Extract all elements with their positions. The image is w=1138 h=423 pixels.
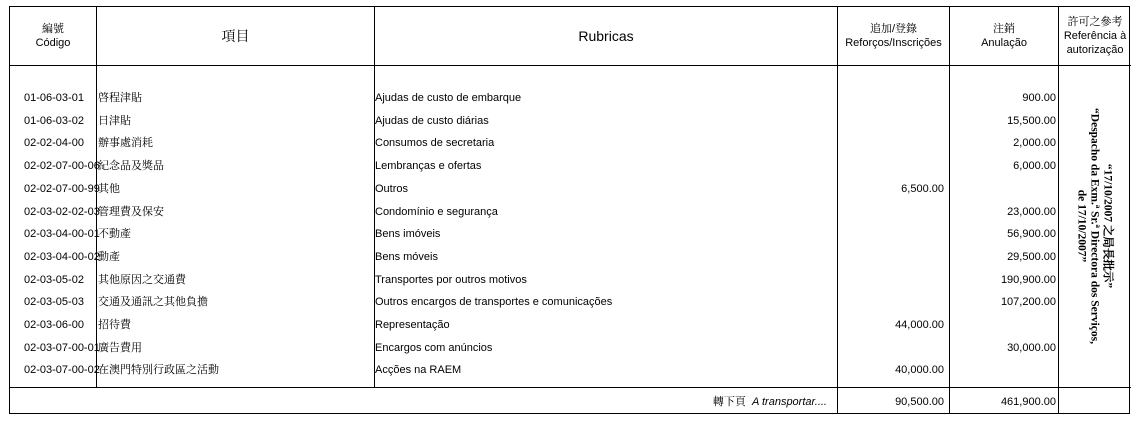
row-rubric-pt: Ajudas de custo de embarque	[375, 92, 522, 104]
row-code: 02-03-04-00-02	[24, 250, 100, 263]
row-rubric-pt: Bens móveis	[375, 250, 438, 263]
row-code: 02-03-05-02	[24, 273, 84, 286]
table-row	[10, 291, 1131, 313]
table-row	[10, 246, 1131, 268]
row-rubric-pt: Representação	[375, 319, 450, 331]
row-code: 01-06-03-01	[24, 92, 84, 104]
header-code-pt: Código	[35, 37, 71, 49]
authorization-note	[1058, 67, 1130, 385]
row-item-cn: 招待費	[98, 319, 131, 331]
row-rubric-pt: Condomínio e segurança	[375, 205, 498, 218]
header-reinforce	[838, 7, 949, 65]
header-annul-pt: Anulação	[981, 37, 1027, 49]
table-row	[10, 155, 1131, 177]
row-annul: 6,000.00	[1013, 160, 1056, 173]
total-annul: 461,900.00	[1000, 396, 1056, 408]
total-label-cn: 轉下頁	[712, 396, 746, 408]
row-item-cn: 紀念品及獎品	[98, 160, 164, 173]
row-item-cn: 其他	[98, 182, 120, 195]
row-rubric-pt: Ajudas de custo diárias	[375, 114, 489, 127]
row-reinforce: 6,500.00	[901, 182, 944, 195]
row-item-cn: 廣告費用	[98, 341, 142, 354]
row-item-cn: 交通及通訊之其他負擔	[98, 296, 208, 309]
authorization-line-1: “17/10/2007 之局長批示”	[1101, 163, 1114, 289]
total-row	[10, 391, 1131, 413]
header-code-cn: 編號	[42, 23, 64, 35]
row-code: 02-03-05-03	[24, 296, 84, 309]
total-divider	[10, 387, 1131, 388]
row-code: 02-02-07-00-06	[24, 160, 100, 173]
total-label	[377, 391, 837, 413]
row-item-cn: 其他原因之交通費	[98, 273, 186, 286]
row-reinforce: 44,000.00	[895, 319, 944, 331]
row-code: 02-02-04-00	[24, 137, 84, 150]
row-annul: 190,900.00	[1000, 273, 1056, 286]
header-code	[10, 7, 96, 65]
row-rubric-pt: Outros	[375, 182, 409, 195]
row-item-cn: 日津貼	[98, 114, 131, 127]
row-item-cn: 動產	[98, 250, 120, 263]
table-row	[10, 269, 1131, 291]
header-annul-cn: 注銷	[993, 23, 1015, 35]
row-item-cn: 管理費及保安	[98, 205, 164, 218]
header-rubric	[375, 7, 837, 65]
table-row	[10, 178, 1131, 200]
row-code: 02-03-07-00-02	[24, 364, 100, 377]
row-code: 01-06-03-02	[24, 114, 84, 127]
row-rubric-pt: Consumos de secretaria	[375, 137, 495, 150]
header-ref-cn: 許可之參考	[1067, 16, 1123, 28]
total-label-pt: A transportar....	[752, 396, 827, 408]
row-annul: 107,200.00	[1000, 296, 1056, 309]
table-row	[10, 359, 1131, 381]
row-item-cn: 不動產	[98, 228, 131, 241]
table-row	[10, 132, 1131, 154]
total-reinforce: 90,500.00	[895, 396, 944, 408]
header-ref-pt1: Referência à	[1063, 30, 1127, 42]
row-item-cn: 辦事處消耗	[98, 137, 153, 150]
authorization-line-2: “Despacho da Exm.ª Sr.ª Directora dos Serviços,	[1088, 108, 1101, 344]
row-reinforce: 40,000.00	[895, 364, 944, 377]
row-code: 02-02-07-00-99	[24, 182, 100, 195]
header-reinforce-pt: Reforços/Inscrições	[845, 37, 942, 49]
row-annul: 30,000.00	[1007, 341, 1056, 354]
budget-table	[9, 6, 1130, 414]
row-annul: 23,000.00	[1007, 205, 1056, 218]
header-annul	[950, 7, 1058, 65]
row-annul: 2,000.00	[1013, 137, 1056, 150]
header-item	[97, 7, 374, 65]
row-code: 02-03-06-00	[24, 319, 84, 331]
row-code: 02-03-07-00-01	[24, 341, 100, 354]
row-rubric-pt: Acções na RAEM	[375, 364, 462, 377]
row-annul: 56,900.00	[1007, 228, 1056, 241]
table-row	[10, 110, 1131, 132]
row-item-cn: 啓程津貼	[98, 92, 142, 104]
header-ref-pt2: autorização	[1066, 44, 1124, 56]
row-annul: 900.00	[1022, 92, 1056, 104]
row-code: 02-03-04-00-01	[24, 228, 100, 241]
row-item-cn: 在澳門特別行政區之活動	[98, 364, 219, 377]
table-row	[10, 87, 1131, 109]
header-reinforce-cn: 追加/登錄	[869, 23, 918, 35]
row-rubric-pt: Encargos com anúncios	[375, 341, 493, 354]
table-row	[10, 201, 1131, 223]
header-rubric-pt: Rubricas	[578, 28, 634, 44]
row-rubric-pt: Lembranças e ofertas	[375, 160, 482, 173]
header-divider	[10, 65, 1131, 66]
header-reference	[1059, 7, 1131, 65]
row-annul: 15,500.00	[1007, 114, 1056, 127]
table-row	[10, 314, 1131, 336]
row-rubric-pt: Transportes por outros motivos	[375, 273, 527, 286]
row-code: 02-03-02-02-03	[24, 205, 100, 218]
row-rubric-pt: Outros encargos de transportes e comunicações	[375, 296, 613, 309]
row-rubric-pt: Bens imóveis	[375, 228, 441, 241]
table-row	[10, 337, 1131, 359]
row-annul: 29,500.00	[1007, 250, 1056, 263]
header-item-cn: 項目	[221, 28, 250, 44]
table-row	[10, 223, 1131, 245]
authorization-line-3: de 17/10/2007”	[1075, 189, 1088, 263]
